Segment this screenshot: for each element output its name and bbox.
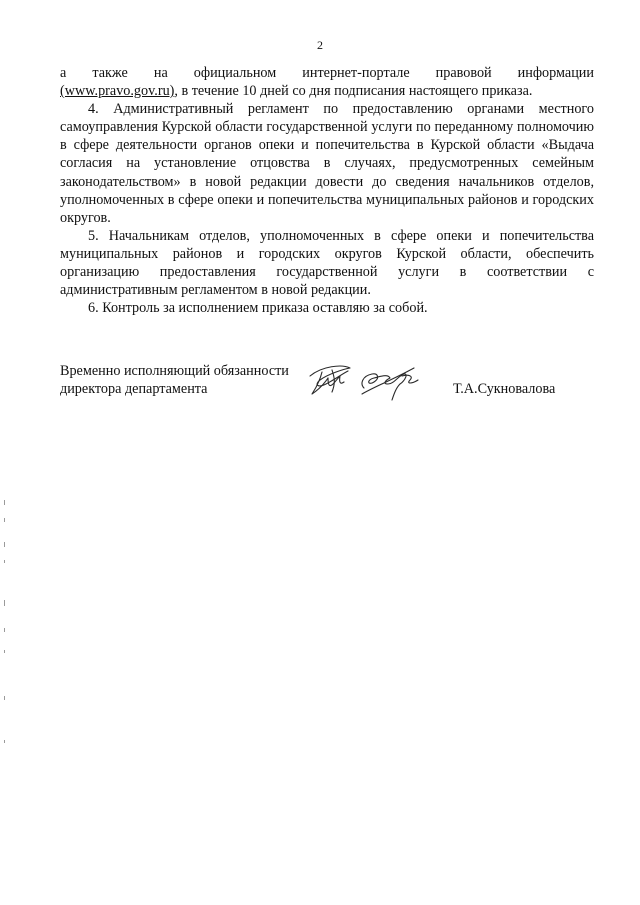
paragraph-3-continuation-line1: а также на официальном интернет-портале правовой информации bbox=[60, 65, 594, 81]
paragraph-6: 6. Контроль за исполнением приказа оставляю за собой. bbox=[88, 300, 428, 317]
paragraph-3-tail: , в течение 10 дней со дня подписания настоящего приказа. bbox=[174, 83, 533, 100]
paragraph-5: 5. Начальникам отделов, уполномоченных в сфере опеки и попечительства муниципальных районов и городских округов Курской области, обеспечить организацию предоставления государственной услуги в соответствии с административным регламентом в новой редакции. bbox=[60, 227, 594, 299]
signatory-position-line1: Временно исполняющий обязанности bbox=[60, 363, 289, 379]
signatory-position-line2: директора департамента bbox=[60, 381, 208, 397]
page-number: 2 bbox=[317, 38, 323, 52]
signatory-position bbox=[60, 362, 289, 398]
handwritten-signature-image bbox=[302, 354, 432, 414]
signature-block bbox=[60, 362, 594, 422]
pravo-gov-link[interactable]: (www.pravo.gov.ru) bbox=[60, 83, 175, 100]
scan-edge-marks bbox=[3, 500, 7, 760]
document-body bbox=[60, 64, 594, 317]
paragraph-4: 4. Административный регламент по предоставлению органами местного самоуправления Курской области государственной услуги по переданному полномочию в сфере деятельности органов опеки и попечительства в Курской области «Выдача согласия на установление отцовства в случаях, предусмотренных семейным законодательством» в новой редакции довести до сведения начальников отделов, уполномоченных в сфере опеки и попечительства муниципальных районов и городских округов. bbox=[60, 101, 594, 226]
signatory-name: Т.А.Сукновалова bbox=[453, 381, 556, 397]
paragraph-3-continuation-line2 bbox=[60, 82, 594, 100]
